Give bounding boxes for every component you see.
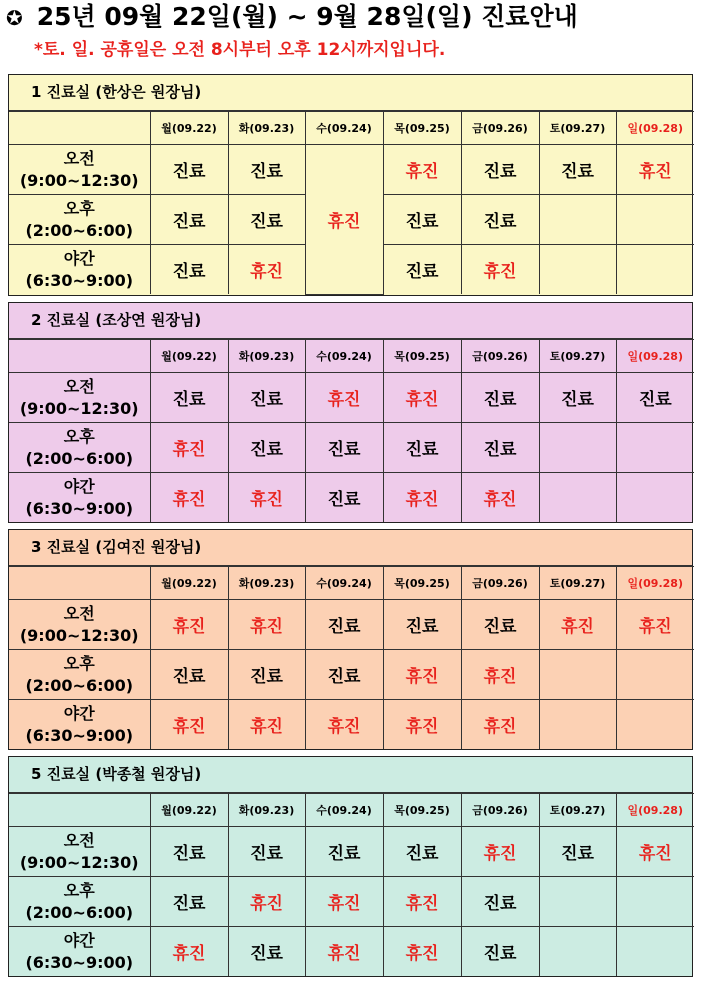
day-header: 월(09.22) [150,567,228,600]
slot-name: 오전 [63,376,95,396]
schedule-table [9,566,694,749]
open-status: 진료 [405,844,439,864]
closed-status: 휴진 [405,390,439,410]
schedule-cell [539,827,616,877]
schedule-cell [228,145,305,195]
day-header: 수(09.24) [305,794,383,827]
time-slot-row [9,373,694,423]
time-slot-row [9,827,694,877]
schedule-cell [383,700,461,750]
day-header: 토(09.27) [539,112,616,145]
open-status: 진료 [638,390,672,410]
corner-cell [9,112,150,145]
day-header-row [9,112,694,145]
schedule-cell [461,195,539,245]
schedule-cell [616,877,694,927]
slot-name: 오전 [63,148,95,168]
open-status: 진료 [250,390,283,410]
schedule-table [9,111,694,295]
schedule-cell [150,700,228,750]
room-schedule [8,529,693,750]
room-title: 1 진료실 (한상은 원장님) [9,75,692,111]
closed-status: 휴진 [327,717,361,737]
closed-status: 휴진 [638,844,672,864]
closed-status: 휴진 [405,667,439,687]
closed-status: 휴진 [638,162,672,182]
schedule-cell [150,877,228,927]
schedule-cell [228,650,305,700]
schedule-cell [461,600,539,650]
schedule-cell [461,423,539,473]
day-header: 목(09.25) [383,567,461,600]
corner-cell [9,794,150,827]
title-text: 25년 09월 22일(월) ~ 9월 28일(일) 진료안내 [36,2,578,31]
time-slot-row [9,877,694,927]
slot-time: (9:00~12:30) [19,398,139,418]
schedule-cell [305,600,383,650]
day-header: 금(09.26) [461,794,539,827]
day-header: 월(09.22) [150,112,228,145]
open-status: 진료 [172,844,206,864]
open-status: 진료 [561,844,594,864]
day-header: 수(09.24) [305,567,383,600]
schedule-cell [150,827,228,877]
schedule-cell [305,877,383,927]
open-status: 진료 [561,162,594,182]
schedule-cell [461,373,539,423]
time-slot-row [9,650,694,700]
closed-status: 휴진 [327,894,361,914]
schedule-cell [383,600,461,650]
schedule-cell [616,423,694,473]
schedule-cell [305,423,383,473]
schedule-cell [150,195,228,245]
day-header: 월(09.22) [150,340,228,373]
schedule-cell [228,373,305,423]
schedule-cell [539,195,616,245]
time-slot-row [9,600,694,650]
slot-time: (2:00~6:00) [25,902,134,922]
open-status: 진료 [405,212,439,232]
slot-time: (6:30~9:00) [25,498,134,518]
closed-status: 휴진 [483,717,517,737]
schedule-cell [383,245,461,295]
slot-time: (2:00~6:00) [25,220,134,240]
open-status: 진료 [172,162,206,182]
closed-status: 휴진 [250,262,283,282]
time-slot-label [9,650,150,700]
closed-status: 휴진 [250,894,283,914]
open-status: 진료 [327,667,361,687]
open-status: 진료 [172,390,206,410]
schedule-cell [616,650,694,700]
time-slot-label [9,877,150,927]
corner-cell [9,340,150,373]
open-status: 진료 [561,390,594,410]
open-status: 진료 [483,894,517,914]
closed-status: 휴진 [250,490,283,510]
schedule-cell [616,473,694,523]
schedule-cell [305,145,383,295]
slot-name: 야간 [63,476,95,496]
day-header: 일(09.28) [616,794,694,827]
slot-time: (2:00~6:00) [25,675,134,695]
day-header: 목(09.25) [383,340,461,373]
schedule-table [9,793,694,976]
day-header-row [9,794,694,827]
open-status: 진료 [172,894,206,914]
schedule-cell [461,245,539,295]
open-status: 진료 [405,617,439,637]
schedule-cell [539,145,616,195]
schedule-cell [305,827,383,877]
time-slot-label [9,700,150,750]
schedule-cell [228,827,305,877]
day-header: 금(09.26) [461,112,539,145]
schedule-cell [539,927,616,977]
schedule-cell [539,600,616,650]
slot-time: (9:00~12:30) [19,170,139,190]
schedule-cell [150,650,228,700]
time-slot-label [9,145,150,195]
time-slot-label [9,373,150,423]
schedule-cell [305,373,383,423]
schedule-cell [461,700,539,750]
schedule-cell [383,473,461,523]
schedule-cell [228,700,305,750]
slot-name: 오후 [63,198,95,218]
slot-time: (6:30~9:00) [25,952,134,972]
star-bullet-icon: ✪ [6,6,23,30]
day-header: 금(09.26) [461,567,539,600]
schedule-cell [150,927,228,977]
schedule-cell [461,927,539,977]
day-header: 토(09.27) [539,340,616,373]
day-header: 일(09.28) [616,567,694,600]
closed-status: 휴진 [405,944,439,964]
schedule-cell [383,927,461,977]
time-slot-label [9,600,150,650]
open-status: 진료 [405,262,439,282]
open-status: 진료 [327,617,361,637]
open-status: 진료 [250,844,283,864]
schedule-cell [383,423,461,473]
schedule-table [9,339,694,522]
room-schedule [8,302,693,523]
closed-status: 휴진 [405,894,439,914]
slot-name: 야간 [63,930,95,950]
schedule-cell [616,600,694,650]
slot-time: (9:00~12:30) [19,625,139,645]
day-header: 일(09.28) [616,112,694,145]
schedule-cell [539,877,616,927]
schedule-cell [539,473,616,523]
schedule-cell [461,650,539,700]
day-header: 목(09.25) [383,794,461,827]
schedule-cell [228,877,305,927]
open-status: 진료 [483,212,517,232]
schedule-cell [150,423,228,473]
closed-status: 휴진 [172,717,206,737]
closed-status: 휴진 [172,490,206,510]
closed-status: 휴진 [561,617,594,637]
schedule-cell [228,473,305,523]
schedule-cell [539,373,616,423]
schedule-cell [228,195,305,245]
open-status: 진료 [250,440,283,460]
schedule-cell [150,473,228,523]
open-status: 진료 [483,617,517,637]
schedule-cell [539,245,616,295]
slot-time: (9:00~12:30) [19,852,139,872]
schedule-cell [616,195,694,245]
time-slot-label [9,827,150,877]
closed-status: 휴진 [405,717,439,737]
open-status: 진료 [172,262,206,282]
time-slot-row [9,423,694,473]
schedule-cell [383,650,461,700]
slot-name: 오후 [63,880,95,900]
open-status: 진료 [172,667,206,687]
weekend-notice: *토. 일. 공휴일은 오전 8시부터 오후 12시까지입니다. [34,40,446,60]
closed-status: 휴진 [405,162,439,182]
open-status: 진료 [250,944,283,964]
time-slot-row [9,473,694,523]
closed-status: 휴진 [172,944,206,964]
closed-status: 휴진 [327,211,361,232]
closed-status: 휴진 [250,717,283,737]
schedule-cell [616,145,694,195]
closed-status: 휴진 [327,390,361,410]
day-header: 토(09.27) [539,794,616,827]
day-header: 금(09.26) [461,340,539,373]
day-header: 화(09.23) [228,794,305,827]
open-status: 진료 [483,162,517,182]
schedule-cell [305,650,383,700]
schedule-cell [461,145,539,195]
time-slot-label [9,927,150,977]
schedule-cell [150,245,228,295]
day-header-row [9,567,694,600]
day-header: 수(09.24) [305,112,383,145]
time-slot-label [9,473,150,523]
schedule-cell [228,245,305,295]
time-slot-label [9,423,150,473]
open-status: 진료 [327,844,361,864]
schedule-cell [383,827,461,877]
slot-name: 야간 [63,248,95,268]
corner-cell [9,567,150,600]
schedule-cell [539,423,616,473]
day-header: 화(09.23) [228,112,305,145]
schedule-cell [461,877,539,927]
day-header: 목(09.25) [383,112,461,145]
schedule-cell [461,473,539,523]
slot-time: (2:00~6:00) [25,448,134,468]
schedule-cell [383,877,461,927]
time-slot-row [9,927,694,977]
day-header: 화(09.23) [228,340,305,373]
schedule-cell [461,827,539,877]
closed-status: 휴진 [172,617,206,637]
schedule-cell [383,373,461,423]
time-slot-label [9,195,150,245]
schedule-cell [228,423,305,473]
closed-status: 휴진 [483,262,517,282]
schedule-cell [539,650,616,700]
day-header: 월(09.22) [150,794,228,827]
slot-time: (6:30~9:00) [25,270,134,290]
schedule-cell [383,145,461,195]
schedule-cell [305,927,383,977]
open-status: 진료 [250,162,283,182]
open-status: 진료 [483,390,517,410]
room-title: 2 진료실 (조상연 원장님) [9,303,692,339]
closed-status: 휴진 [638,617,672,637]
open-status: 진료 [327,440,361,460]
closed-status: 휴진 [327,944,361,964]
schedule-cell [305,700,383,750]
time-slot-row [9,145,694,195]
open-status: 진료 [327,490,361,510]
closed-status: 휴진 [405,490,439,510]
room-schedule [8,74,693,296]
schedule-cell [150,373,228,423]
open-status: 진료 [250,667,283,687]
schedule-cell [305,473,383,523]
slot-name: 오전 [63,830,95,850]
closed-status: 휴진 [483,490,517,510]
schedule-cell [616,373,694,423]
day-header: 토(09.27) [539,567,616,600]
open-status: 진료 [483,944,517,964]
closed-status: 휴진 [483,667,517,687]
day-header: 수(09.24) [305,340,383,373]
closed-status: 휴진 [250,617,283,637]
slot-name: 오후 [63,653,95,673]
schedule-cell [616,245,694,295]
schedule-cell [228,927,305,977]
open-status: 진료 [172,212,206,232]
day-header: 일(09.28) [616,340,694,373]
day-header: 화(09.23) [228,567,305,600]
schedule-cell [383,195,461,245]
open-status: 진료 [250,212,283,232]
schedule-cell [616,827,694,877]
open-status: 진료 [405,440,439,460]
page-title [6,0,578,34]
schedule-cell [150,600,228,650]
room-schedule [8,756,693,977]
slot-name: 오전 [63,603,95,623]
open-status: 진료 [483,440,517,460]
time-slot-label [9,245,150,295]
schedule-cell [150,145,228,195]
room-title: 5 진료실 (박종철 원장님) [9,757,692,793]
closed-status: 휴진 [483,844,517,864]
slot-time: (6:30~9:00) [25,725,134,745]
time-slot-row [9,700,694,750]
schedule-cell [616,927,694,977]
schedule-cell [616,700,694,750]
slot-name: 야간 [63,703,95,723]
closed-status: 휴진 [172,440,206,460]
day-header-row [9,340,694,373]
schedule-cell [539,700,616,750]
slot-name: 오후 [63,426,95,446]
schedule-cell [228,600,305,650]
room-title: 3 진료실 (김여진 원장님) [9,530,692,566]
